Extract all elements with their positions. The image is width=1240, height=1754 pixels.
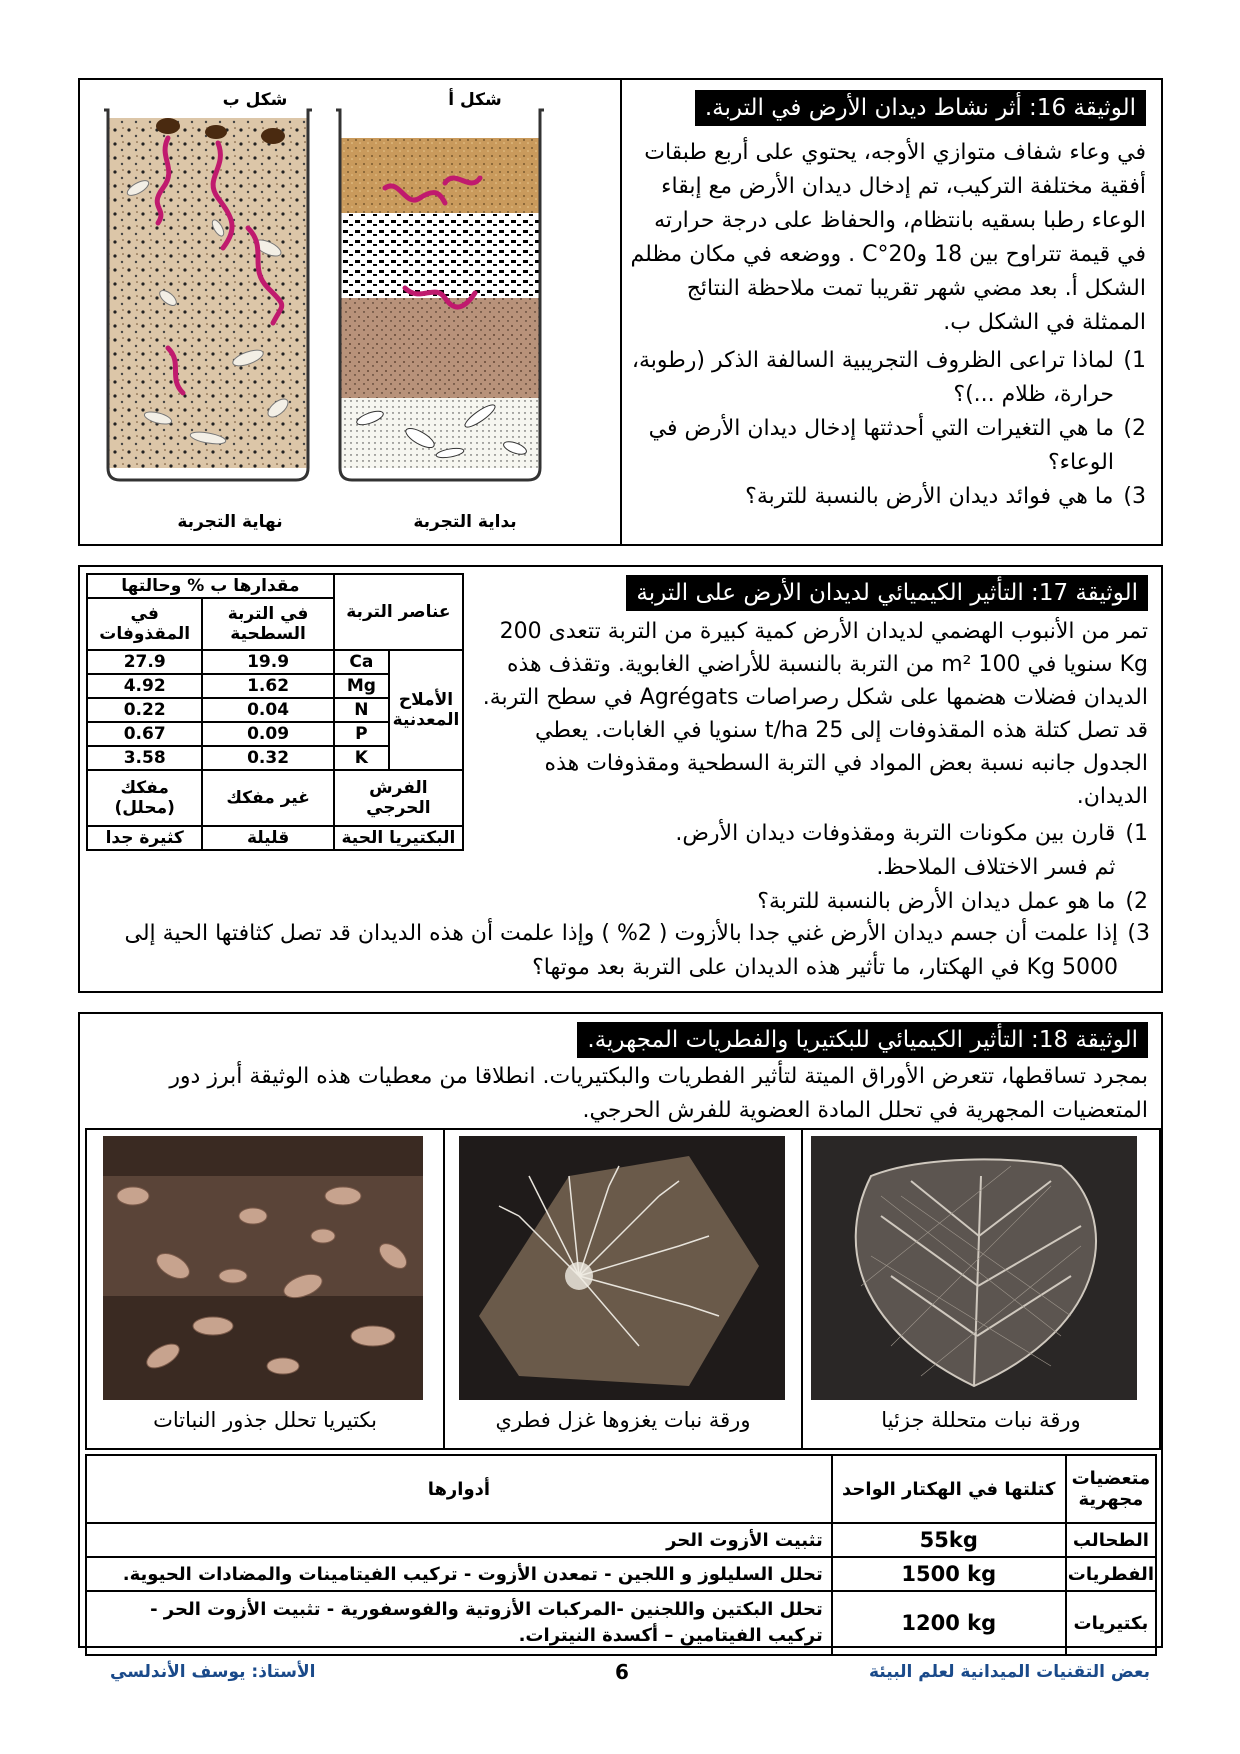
- mass-cell: 1500 kg: [832, 1557, 1066, 1591]
- figure-a-label: شكل أ: [448, 90, 502, 110]
- figure-a-container-illustration: [330, 98, 560, 498]
- value-cell: 1.62: [202, 674, 333, 698]
- element-cell: K: [334, 746, 389, 770]
- doc18-table: [85, 1454, 1157, 1656]
- doc17-text-column: [480, 575, 1148, 919]
- doc18-title: الوثيقة 18: التأثير الكيميائي للبكتيريا والفطريات المجهرية.: [577, 1022, 1148, 1058]
- photo-panel: [87, 1130, 443, 1448]
- element-cell: N: [334, 698, 389, 722]
- figure-a-layer-1: [340, 138, 540, 213]
- bacteria-root-photo: [103, 1136, 423, 1400]
- doc16-text-column: [628, 90, 1146, 514]
- footer-page-number: 6: [615, 1660, 629, 1684]
- document-17: [78, 565, 1163, 993]
- value-cell: 4.92: [87, 674, 202, 698]
- col-header-roles: أدوارها: [86, 1455, 832, 1523]
- doc17-paragraph: تمر من الأنبوب الهضمي لديدان الأرض كمية كبيرة من التربة تتعدى 200 Kg سنويا في 100 m² من التربة بالنسبة للأراضي الغابوية. وتقذف هذه الديدان فضلات هضمها على شكل رصراصات Agrégats في سطح التربة. قد تصل كتلة هذه المقذوفات إلى 25 t/ha سنويا في الغابات. يعطي الجدول جانبه نسبة بعض المواد في التربة السطحية ومقذوفات هذه الديدان.: [482, 619, 1148, 809]
- figure-b-container-illustration: [98, 98, 328, 498]
- element-cell: P: [334, 722, 389, 746]
- value-cell: 3.58: [87, 746, 202, 770]
- doc16-question: 3) ما هي فوائد ديدان الأرض بالنسبة للتربة؟: [745, 484, 1146, 509]
- value-cell: 0.22: [87, 698, 202, 722]
- element-cell: Ca: [334, 650, 389, 674]
- photo-caption: ورقة نبات يغزوها غزل فطري: [495, 1408, 751, 1432]
- value-cell: 0.09: [202, 722, 333, 746]
- doc17-question: 2) ما هو عمل ديدان الأرض بالنسبة للتربة؟: [757, 889, 1148, 914]
- roles-cell: تحلل السليلوز و اللجين - تمعدن الأزوت - تركيب الفيتامينات والمضادات الحيوية.: [86, 1557, 832, 1591]
- value-cell: 0.67: [87, 722, 202, 746]
- doc17-question: 1) قارن بين مكونات التربة ومقذوفات ديدان الأرض. ثم فسر الاختلاف الملاحظ.: [675, 821, 1148, 880]
- col-header-amount: مقدارها ب % وحالتها: [87, 574, 334, 598]
- col-header-surface: في التربة السطحية: [202, 598, 333, 650]
- doc16-title: الوثيقة 16: أثر نشاط ديدان الأرض في التربة.: [695, 90, 1146, 126]
- figure-b-caption: نهاية التجربة: [177, 512, 283, 532]
- col-header-organisms: متعضيات مجهرية: [1066, 1455, 1156, 1523]
- footer-teacher: الأستاذ: يوسف الأندلسي: [110, 1662, 316, 1682]
- figure-a-caption: بداية التجربة: [413, 512, 517, 532]
- table-row: [87, 826, 463, 850]
- value-cell: قليلة: [202, 826, 333, 850]
- col-header-casts: في المقذوفات: [87, 598, 202, 650]
- group-label-mineral-salts: الأملاح المعدنية: [389, 650, 463, 770]
- document-18: [78, 1012, 1163, 1648]
- table-row: [86, 1557, 1156, 1591]
- organism-cell: الفطريات: [1066, 1557, 1156, 1591]
- figure-a-layer-2: [340, 213, 540, 298]
- photo-caption: ورقة نبات متحللة جزئيا: [881, 1408, 1081, 1432]
- value-cell: كثيرة جدا: [87, 826, 202, 850]
- doc17-title: الوثيقة 17: التأثير الكيميائي لديدان الأرض على التربة: [626, 575, 1148, 611]
- table-row: [86, 1591, 1156, 1655]
- doc16-questions: [628, 344, 1146, 514]
- col-header-mass: كتلتها في الهكتار الواحد: [832, 1455, 1066, 1523]
- doc16-question: 2) ما هي التغيرات التي أحدثتها إدخال ديدان الأرض في الوعاء؟: [648, 416, 1146, 475]
- decomposed-leaf-photo: [811, 1136, 1137, 1400]
- doc16-divider: [620, 80, 622, 544]
- photo-panel: [443, 1130, 801, 1448]
- doc18-paragraph: بمجرد تساقطها، تتعرض الأوراق الميتة لتأثير الفطريات والبكتيريات. انطلاقا من معطيات هذه الوثيقة أبرز دور المتعضيات المجهرية في تحلل المادة العضوية للفرش الحرجي.: [169, 1064, 1148, 1123]
- value-cell: 0.32: [202, 746, 333, 770]
- value-cell: مفكك (محلل): [87, 770, 202, 826]
- element-cell: Mg: [334, 674, 389, 698]
- roles-cell: تحلل البكتين واللجنين -المركبات الأزوتية والفوسفورية - تثبيت الأزوت الحر - تركيب الفيتامين – أكسدة النيترات.: [86, 1591, 832, 1655]
- organism-cell: بكتيريات: [1066, 1591, 1156, 1655]
- doc16-question: 1) لماذا تراعى الظروف التجريبية السالفة الذكر (رطوبة، حرارة، ظلام ...)؟: [631, 348, 1146, 407]
- photo-panel: [801, 1130, 1159, 1448]
- col-header-elements: عناصر التربة: [334, 574, 463, 650]
- bacteria-label: البكتيريا الحية: [334, 826, 463, 850]
- photo-caption: بكتيريا تحلل جذور النباتات: [153, 1408, 377, 1432]
- value-cell: 0.04: [202, 698, 333, 722]
- doc17-table: [86, 573, 464, 851]
- doc17-question: 3) إذا علمت أن جسم ديدان الأرض غني جدا بالأزوت ( 2% ) وإذا علمت أن هذه الديدان قد تصل كثافتها الحية إلى 5000 Kg في الهكتار، ما تأثير هذه الديدان على التربة بعد موتها؟: [124, 921, 1150, 980]
- figure-b-label: شكل ب: [222, 90, 288, 110]
- roles-cell: تثبيت الأزوت الحر: [86, 1523, 832, 1557]
- table-row: [87, 770, 463, 826]
- table-row: [87, 650, 463, 674]
- organism-cell: الطحالب: [1066, 1523, 1156, 1557]
- figure-a-layer-3: [340, 298, 540, 398]
- value-cell: 19.9: [202, 650, 333, 674]
- document-16: [78, 78, 1163, 546]
- doc16-paragraph: في وعاء شفاف متوازي الأوجه، يحتوي على أربع طبقات أفقية مختلفة التركيب، تم إدخال ديدان الأرض مع إبقاء الوعاء رطبا بسقيه بانتظام، والحفاظ على درجة حرارته في قيمة تتراوح بين 18 و20°C . ووضعه في مكان مظلم الشكل أ. بعد مضي شهر تقريبا تمت ملاحظة النتائج الممثلة في الشكل ب.: [630, 140, 1146, 335]
- doc18-text-column: [100, 1022, 1148, 1128]
- photo-strip: [85, 1128, 1161, 1450]
- mass-cell: 1200 kg: [832, 1591, 1066, 1655]
- value-cell: 27.9: [87, 650, 202, 674]
- mass-cell: 55kg: [832, 1523, 1066, 1557]
- footer-course-title: بعض التقنيات الميدانية لعلم البيئة: [869, 1662, 1150, 1682]
- value-cell: غير مفكك: [202, 770, 333, 826]
- fungal-hyphae-leaf-photo: [459, 1136, 785, 1400]
- table-row: [86, 1523, 1156, 1557]
- litter-label: الفرش الحرجي: [334, 770, 463, 826]
